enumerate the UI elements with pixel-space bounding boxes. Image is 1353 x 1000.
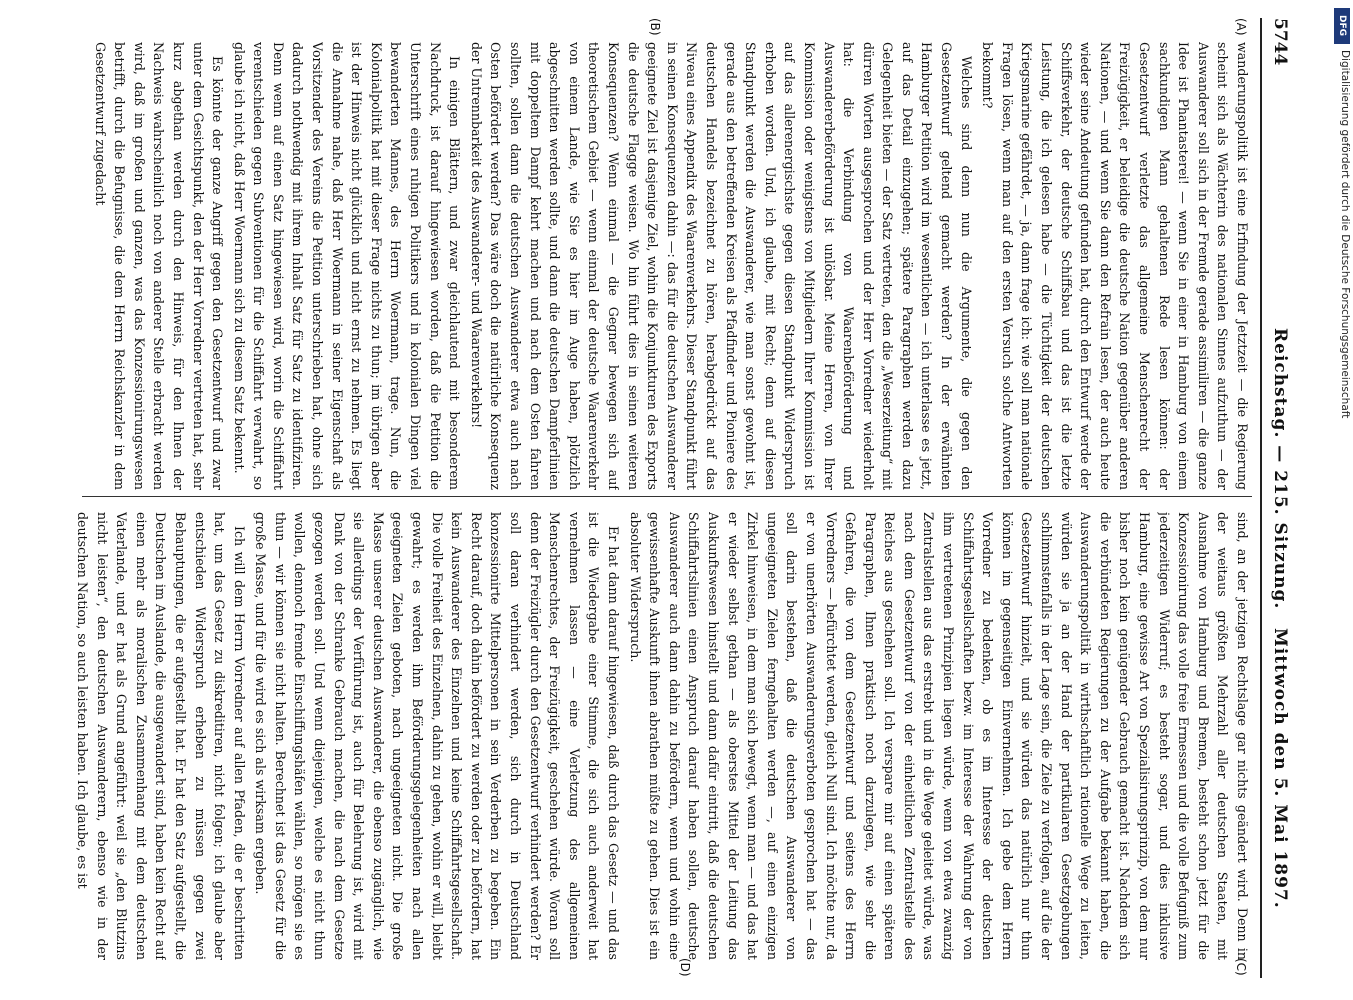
margin-marker-c: (C) <box>1234 958 1248 976</box>
margin-marker-a: (A) <box>1234 18 1248 36</box>
dfg-logo: DFG <box>1334 8 1350 44</box>
margin-marker-d: (D) <box>678 958 692 977</box>
rotated-document-page <box>56 18 1296 978</box>
right-paragraph-1: sind, an der jetzigen Rechtslage gar nichts geändert wird. Denn in der weitaus größten Mehrzahl aller deutschen Staaten, mit Ausnahme von Hamburg und Bremen, besteht schon jetzt für die Konzessionirung das volle freie Ermessen und die volle Befugniß zum jederzeitigen Widerruf; es besteht sogar, und dies inklusive Hamburg, eine gewisse Art von Spezialisirungsprinzip, von dem nur bisher noch kein genügender Gebrauch gemacht ist. Nachdem sich die verbündeten Regierungen zu der Aufgabe bekannt haben, die Auswanderungspolitik in wirthschaftlich rationelle Wege zu leiten, würden sie ja an der Hand der partikularen Gesetzgebungen schlimmstenfalls in der Lage sein, die Ziele zu verfolgen, auf die der Gesetzentwurf hinzielt, und sie würden das natürlich nur thun können im gegenseitigen Einvernehmen. Ich gebe dem Herrn Vorredner zu bedenken, ob es im Interesse der deutschen Schiffahrtsgesellschaften bezw. im Interesse der Wahrung der von ihm vertretenen Prinzipien liegen würde, wenn von etwa zwanzig Zentralstellen aus das erstrebt und in die Wege geleitet würde, was nach dem Gesetzentwurf von der einheitlichen Zentralstelle des Reiches aus geschehen soll. Ich verspare mir auf einen späteren Paragraphen, Ihnen praktisch noch darzulegen, wie sehr die Gefahren, die von dem Gesetzentwurf und seitens des Herrn Vorredners — befürchtet werden, gleich Null sind. Ich möchte nur, da er von unerhörten Auswanderungsverboten gesprochen hat — das soll darin bestehen, daß die deutschen Auswanderer von ungeeigneten Zielen ferngehalten werden —, auf einen einzigen Zirkel hinweisen, in dem man sich bewegt, wenn man — und das hat er wieder selbst gethan — als oberstes Mittel der Leitung das Auskunftswesen hinstellt und dann dafür eintritt, daß die deutschen Schiffahrtslinien einen Anspruch darauf haben sollen, deutsche Auswanderer auch dann dahin zu befördern, wenn und wohin eine gewissenhafte Auskunft ihnen abrathen müßte zu gehen. Dies ist ein absoluter Widerspruch. <box>627 512 1250 960</box>
digitization-credit <box>1333 8 1351 992</box>
page-number: 5744 <box>1270 18 1290 66</box>
margin-marker-b: (B) <box>648 18 662 36</box>
left-text-column <box>72 42 1252 490</box>
column-divider <box>82 496 1252 497</box>
credit-text: Digitalisierung gefördert durch die Deutsche Forschungsgemeinschaft <box>1339 50 1351 419</box>
left-paragraph-2: Welches sind denn nun die Argumente, die gegen den Gesetzentwurf geltend gemacht werden? In der erwähnten Hamburger Petition wird im wesentlichen — ich unterlasse es jetzt, auf das Detail einzugehen; spätere Paragraphen werden dazu Gelegenheit bieten — der Satz vertreten, den die „Weserzeitung“ mit dürren Worten ausgesprochen und der Herr Vorredner wiederholt hat: die Verbindung von Waarenbeförderung und Auswandererbeförderung ist unlösbar. Meine Herren, von Ihrer Kommission oder wenigstens von Mitgliedern Ihrer Kommission ist auf das allerenergischste gegen diesen Standpunkt Widerspruch erhoben worden. Und, ich glaube, mit Recht; denn auf diesen Standpunkt werden die Auswanderer, wie man sonst gewohnt ist, gerade aus den betreffenden Kreisen als Pfadfinder und Pioniere des deutschen Handels bezeichnet zu hören, herabgedrückt auf das Niveau eines Appendix des Waarenverkehrs. Dieser Standpunkt führt in seinen Konsequenzen dahin —: das für die deutschen Auswanderer geeignete Ziel ist dasjenige Ziel, wohin die Konjunkturen des Exports die deutsche Flagge weisen. Wo hin führt dies in seinen weiteren Konsequenzen? Wenn einmal — die Gegner bewegen sich auf theoretischem Gebiet — wenn einmal der deutsche Waarenverkehr von einem Lande, wie Sie es hier im Auge haben, plötzlich abgeschnitten werden sollte, und dann die deutschen Dampferlinien mit doppeltem Dampf kehrt machen und nach dem Osten fahren sollten, sollen dann die deutschen Auswanderer etwa auch nach Osten befördert werden? Das wäre doch die natürliche Konsequenz der Untrennbarkeit des Auswanderer- und Waarenverkehrs! <box>468 42 974 490</box>
left-paragraph-1: wanderungspolitik ist eine Erfindung der Jetztzeit — die Regierung scheint sich als Wächterin des nationalen Sinnes aufzuthun — der Auswanderer soll sich in der Fremde gerade assimiliren — die ganze Idee ist Phantasterei! — wenn Sie in einer in Hamburg von einem sachkundigen Mann gehaltenen Rede lesen können: der Gesetzentwurf verletzte das allgemeine Menschenrecht der Freizügigkeit, er beleidige die deutsche Nation gegenüber anderen Nationen, — und wenn Sie dann den Refrain lesen, der auch heute wieder seine Andeutung gefunden hat, durch den Entwurf werde der Schiffsverkehr, der deutsche Schiffsbau und das ist die letzte Leistung, die ich gelesen habe — die Tüchtigkeit der deutschen Kriegsmarine gefährdet, — ja, dann frage ich: wie soll man nationale Fragen lösen, wenn man auf den ersten Versuch solche Antworten bekommt? <box>980 42 1250 490</box>
left-paragraph-3: In einigen Blättern, und zwar gleichlautend mit besonderem Nachdruck, ist darauf hingewiesen worden, daß die Petition die Unterschrift eines ruhigen Politikers und in kolonialen Dingen viel bewanderten Mannes, des Herrn Woermann, trage. Nun, die Kolonialpolitik hat mit dieser Frage nichts zu thun; im übrigen aber ist der Hinweis nicht glücklich und nicht ernst zu nehmen. Es liegt die Annahme nahe, daß Herr Woermann in seiner Eigenschaft als Vorsitzender des Vereins die Petition unterschrieben hat, ohne sich dadurch nothwendig mit ihrem Inhalt Satz für Satz zu identifiziren. Denn wenn auf einen Satz hingewiesen wird, worin die Schiffahrt verentschieden gegen Subventionen für die Schiffahrt verwahrt, so glaube ich nicht, daß Herr Woermann sich zu diesem Satz bekennt. <box>231 42 463 490</box>
header-rule <box>1260 18 1262 978</box>
session-date: Mittwoch den 5. Mai 1897. <box>1270 628 1290 909</box>
session-title: Reichstag. — 215. Sitzung. <box>1270 328 1290 610</box>
right-paragraph-3: Ich will dem Herrn Vorredner auf allen Pfaden, die er beschritten hat, um das Gesetz zu diskreditiren, nicht folgen; ich glaube aber entschieden Widerspruch erheben zu müssen gegen zwei Behauptungen, die er aufgestellt hat. Er hat den Satz aufgestellt, die Deutschen im Auslande, die ausgewandert sind, haben kein Recht auf einen mehr als moralischen Zusammenhang mit dem deutschen Vaterlande, und er hat als Grund angeführt: weil sie „den Blutzins nicht leisten“, den deutschen Auswanderern, ebenso wie in der deutschen Nation, so auch leisten haben. Ich glaube, es ist <box>74 512 247 960</box>
left-paragraph-4: Es könnte der ganze Angriff gegen den Gesetzentwurf und zwar unter dem Gesichtspunkt, den der Herr Vorredner vertreten hat, sehr kurz abgethan werden durch den Hinweis, für den Ihnen der Nachweis wahrscheinlich noch von anderer Stelle erbracht werden wird, daß im großen und ganzen, was das Konzessionirungswesen betrifft, durch die Befugnisse, die dem Herrn Reichskanzler in dem Gesetzentwurf zugedacht <box>92 42 226 490</box>
page-header <box>1262 18 1296 978</box>
right-text-column <box>72 512 1252 960</box>
right-paragraph-2: Er hat dann darauf hingewiesen, daß durch das Gesetz — und das ist die Wiedergabe einer Stimme, die sich auch anderweit hat vernehmen lassen — eine Verletzung des allgemeinen Menschenrechtes, der Freizügigkeit, geschehen würde. Woran soll denn der Freizügler durch den Gesetzentwurf verhindert werden? Er soll daran verhindert werden, sich durch in Deutschland konzessionirte Mittelpersonen in sein Verderben zu begeben. Ein Recht darauf, doch dahin befördert zu werden oder zu befördern, hat kein Auswanderer des Einzelnen und keine Schiffahrtsgesellschaft. Die volle Freiheit des Einzelnen, dahin zu gehen, wohin er will, bleibt gewahrt; es werden ihm Beförderungsgelegenheiten nach allen geeigneten Zielen geboten, nach ungeeigneten nicht. Die große Masse unserer deutschen Auswanderer, die ebenso zugänglich, wie sie allerdings der Verführung ist, auch für Belehrung ist, wird mit Dank von der Schranke Gebrauch machen, die nach dem Gesetze gezogen werden soll. Und wenn diejenigen, welche es nicht thun wollen, dennoch fremde Einschiffungshäfen wählen, so mögen sie es thun — wir können sie nicht halten. Berechnet ist das Gesetz für die große Masse, und für die wird es sich als wirksam ergeben. <box>253 512 621 960</box>
